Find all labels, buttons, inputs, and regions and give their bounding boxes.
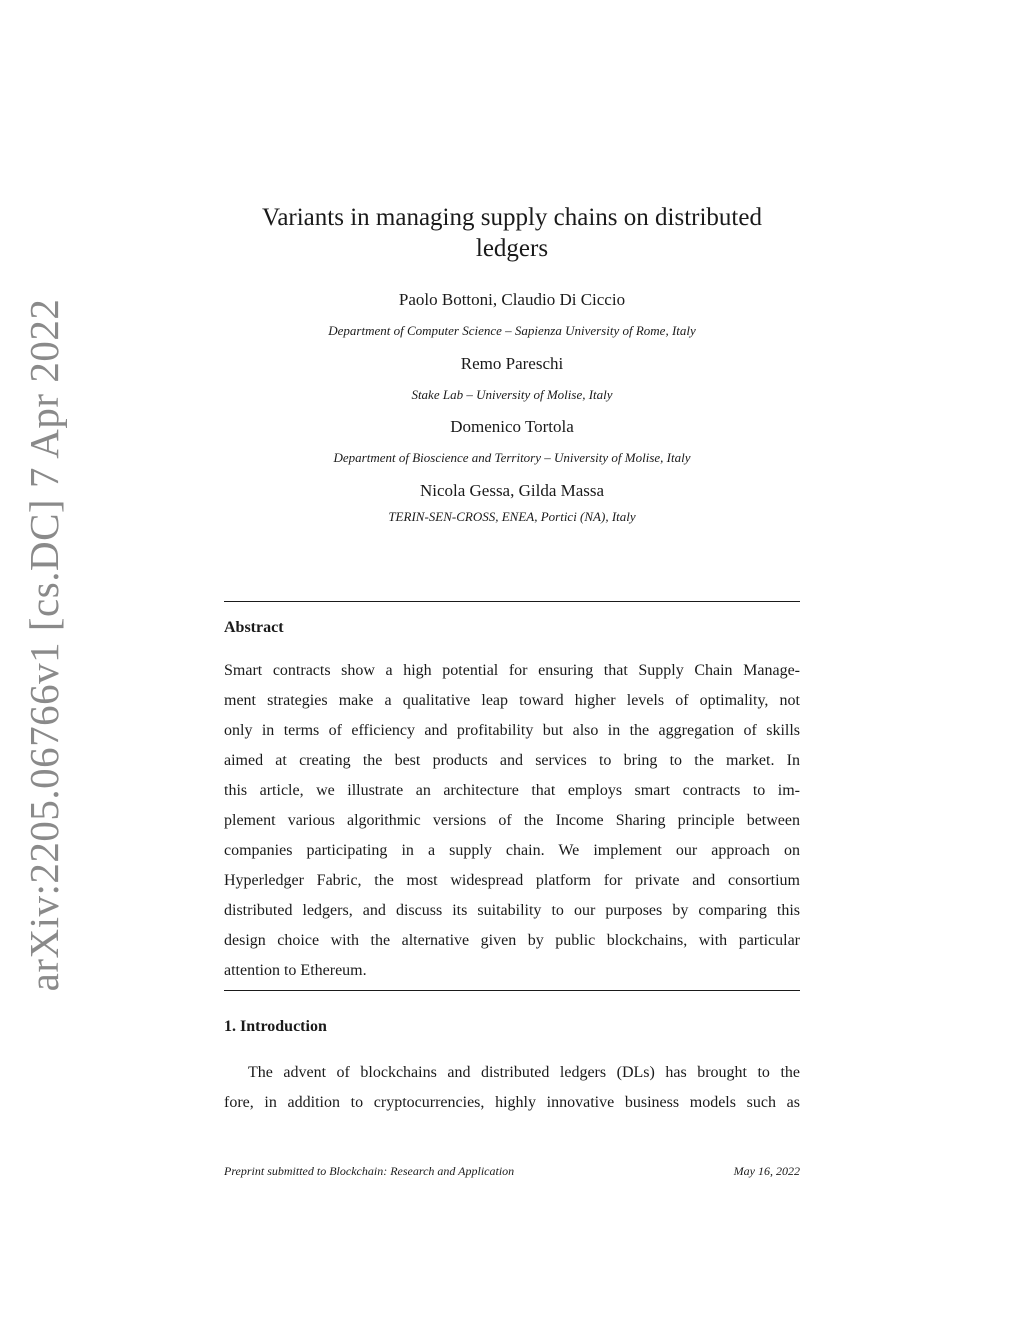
author-names: Domenico Tortola bbox=[450, 417, 574, 436]
abstract-bottom-rule bbox=[224, 990, 800, 991]
abstract-line: companies participating in a supply chain. We implement our approach on bbox=[224, 842, 800, 859]
author-names: Nicola Gessa, Gilda Massa bbox=[419, 481, 605, 500]
footer-date: May 16, 2022 bbox=[733, 1164, 800, 1178]
title-line-2: ledgers bbox=[475, 235, 549, 262]
introduction-line: fore, in addition to cryptocurrencies, highly innovative business models such as bbox=[224, 1094, 800, 1111]
paper-title bbox=[0, 202, 1024, 264]
author-affiliation: Stake Lab – University of Molise, Italy bbox=[411, 387, 613, 402]
introduction-text bbox=[224, 1058, 800, 1118]
author-names: Remo Pareschi bbox=[460, 354, 564, 373]
abstract-line: aimed at creating the best products and services to bring to the market. In bbox=[224, 752, 800, 769]
author-affiliation: Department of Computer Science – Sapienza University of Rome, Italy bbox=[328, 323, 696, 338]
footer-preprint-note: Preprint submitted to Blockchain: Research and Application bbox=[224, 1164, 515, 1178]
abstract-heading: Abstract bbox=[224, 619, 284, 636]
abstract-line: design choice with the alternative given by public blockchains, with particular bbox=[224, 932, 800, 949]
abstract-line: distributed ledgers, and discuss its suitability to our purposes by comparing this bbox=[224, 902, 800, 919]
abstract-line: this article, we illustrate an architecture that employs smart contracts to im- bbox=[224, 782, 800, 799]
abstract-line: only in terms of efficiency and profitability but also in the aggregation of skills bbox=[224, 722, 800, 739]
introduction-line: The advent of blockchains and distributed ledgers (DLs) has brought to the bbox=[248, 1064, 800, 1081]
abstract-line: ment strategies make a qualitative leap toward higher levels of optimality, not bbox=[224, 692, 800, 709]
page-footer bbox=[224, 1164, 800, 1179]
abstract-line: Smart contracts show a high potential for ensuring that Supply Chain Manage- bbox=[224, 662, 800, 679]
abstract-top-rule bbox=[224, 601, 800, 602]
abstract-line: plement various algorithmic versions of the Income Sharing principle between bbox=[224, 812, 800, 829]
title-line-1: Variants in managing supply chains on distributed bbox=[262, 204, 762, 231]
author-affiliation: Department of Bioscience and Territory – University of Molise, Italy bbox=[333, 450, 691, 465]
author-affiliation: TERIN-SEN-CROSS, ENEA, Portici (NA), Italy bbox=[388, 509, 636, 524]
introduction-heading: 1. Introduction bbox=[224, 1018, 327, 1035]
author-names: Paolo Bottoni, Claudio Di Ciccio bbox=[398, 290, 626, 309]
abstract-line: attention to Ethereum. bbox=[224, 962, 367, 979]
abstract-text bbox=[224, 656, 800, 986]
abstract-line: Hyperledger Fabric, the most widespread platform for private and consortium bbox=[224, 872, 800, 889]
arxiv-identifier: arXiv:2205.06766v1 [cs.DC] 7 Apr 2022 bbox=[21, 298, 67, 992]
